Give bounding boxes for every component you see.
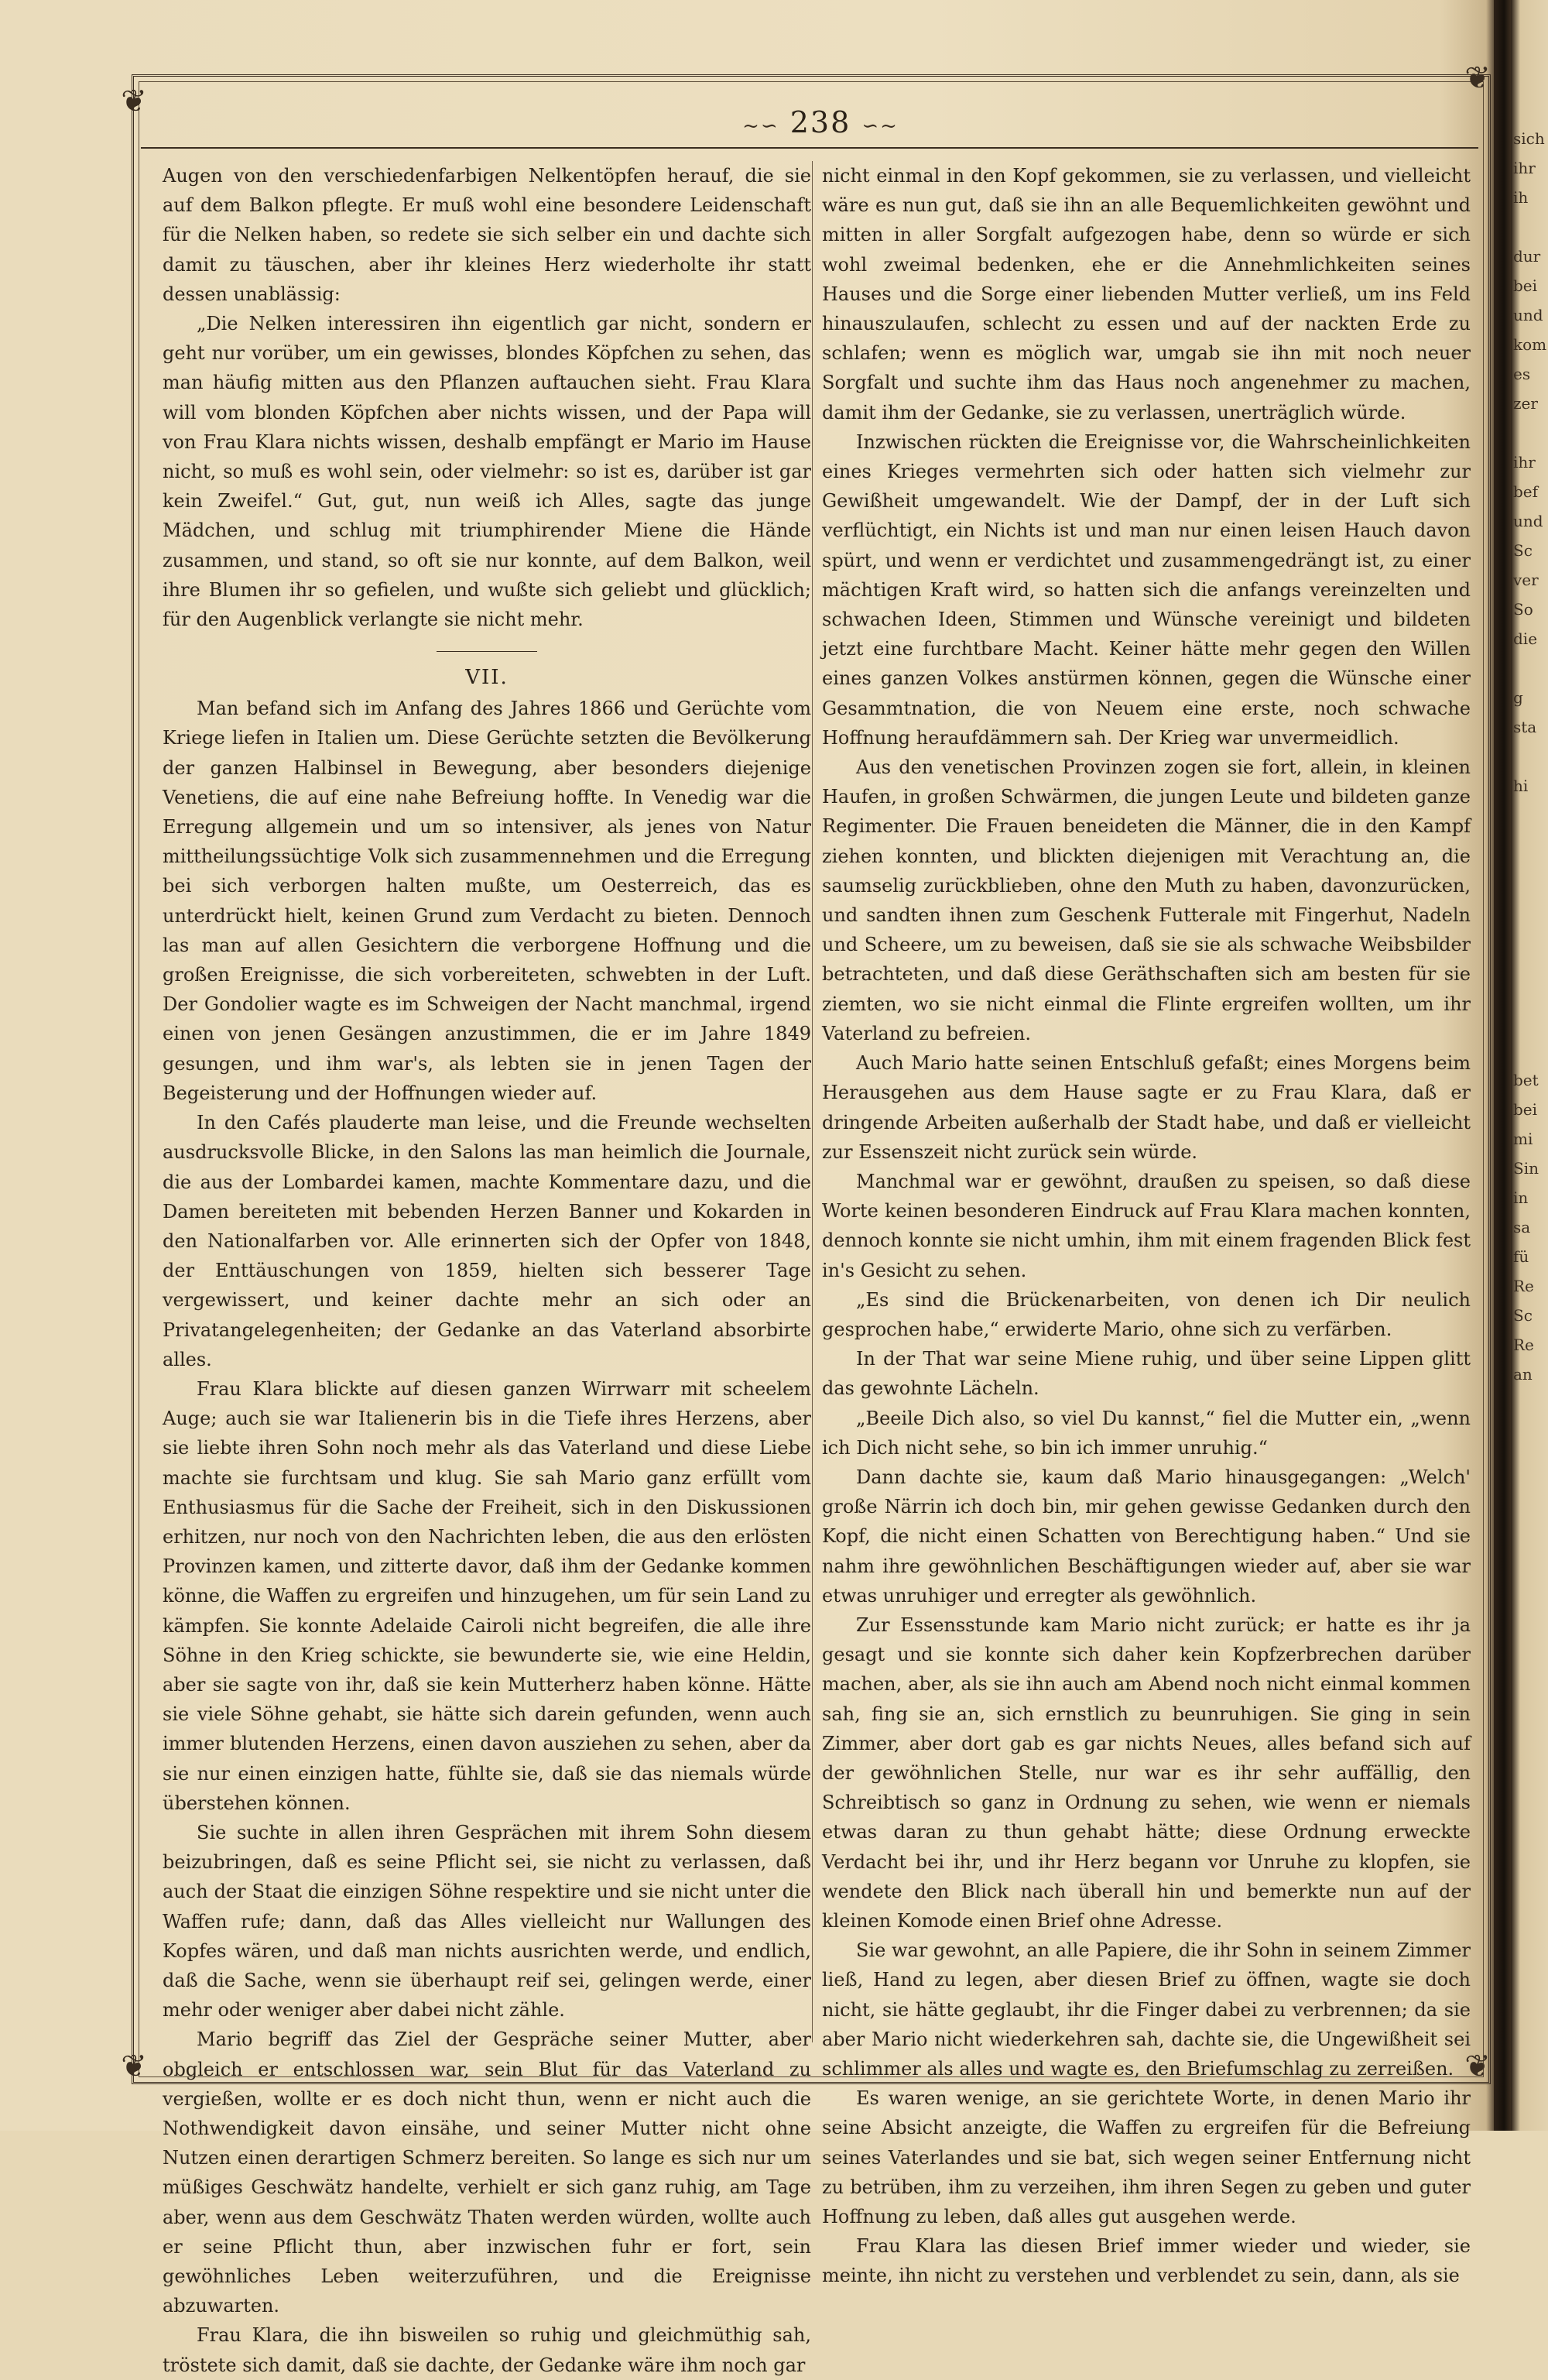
adjacent-page-line <box>1513 801 1548 830</box>
adjacent-page-line <box>1513 1036 1548 1065</box>
paragraph: Es waren wenige, an sie gerichtete Worte, in denen Mario ihr seine Absicht anzeigte, die Waffen zu ergreifen für die Befreiung seines Vaterlandes und sie bat, sich wegen seiner Entfernung nicht zu betrüben, ihm zu verzeihen, ihm ihren Segen zu geben und guter Hoffnung zu leben, daß alles gut ausgehen werde. <box>822 2087 1471 2228</box>
adjacent-page-line: bei <box>1513 276 1538 295</box>
adjacent-page-line <box>1513 742 1548 771</box>
adjacent-page-line: dur <box>1513 247 1541 266</box>
adjacent-page-line <box>1513 212 1548 242</box>
adjacent-page-line: bet <box>1513 1071 1539 1089</box>
adjacent-page-line <box>1513 977 1548 1007</box>
section-heading: VII. <box>465 666 509 690</box>
adjacent-page-line: ih <box>1513 188 1529 207</box>
adjacent-page-line: Sin <box>1513 1159 1539 1178</box>
adjacent-page-line: und <box>1513 512 1543 530</box>
adjacent-page-line: und <box>1513 306 1543 324</box>
header-rule <box>141 147 1478 149</box>
adjacent-page-line: So <box>1513 600 1533 619</box>
adjacent-page-line: Sc <box>1513 541 1533 560</box>
adjacent-page-line <box>1513 830 1548 859</box>
text-column-right <box>822 161 1471 2287</box>
adjacent-page-line: ihr <box>1513 159 1536 177</box>
paragraph: Sie suchte in allen ihren Gesprächen mit ihrem Sohn diesem beizubringen, daß es seine Pflicht sei, sie nicht zu verlassen, daß auch der Staat die einzigen Söhne respektire und sie nicht unter die Waffen rufe; dann, daß das Alles vielleicht nur Wallungen des Kopfes wären, und daß man nichts ausrichten werde, und endlich, daß die Sache, wenn sie überhaupt reif sei, gelingen werde, einer mehr oder weniger aber dabei nicht zähle. <box>163 1821 811 2022</box>
adjacent-page-line: hi <box>1513 777 1529 795</box>
page-number <box>697 99 944 146</box>
adjacent-page-line <box>1513 418 1548 448</box>
paragraph: Manchmal war er gewöhnt, draußen zu speisen, so daß diese Worte keinen besonderen Eindruck auf Frau Klara machen konnten, dennoch konnte sie nicht umhin, ihm mit einem fragenden Blick fest in's Gesicht zu sehen. <box>822 1170 1471 1281</box>
column-divider <box>812 161 813 2042</box>
adjacent-page-line: die <box>1513 629 1538 648</box>
paragraph: „Es sind die Brückenarbeiten, von denen ich Dir neulich gesprochen habe,“ erwiderte Mario, ohne sich zu verfärben. <box>822 1288 1471 1340</box>
adjacent-page-line: bef <box>1513 482 1539 501</box>
adjacent-page-line <box>1513 918 1548 948</box>
book-binding-gutter <box>1494 0 1511 2131</box>
paragraph: Frau Klara, die ihn bisweilen so ruhig und gleichmüthig sah, tröstete sich damit, daß sie dachte, der Gedanke wäre ihm noch gar <box>163 2324 811 2376</box>
adjacent-page-line: fü <box>1513 1247 1529 1266</box>
adjacent-page-line: zer <box>1513 394 1538 413</box>
adjacent-page-line <box>1513 859 1548 889</box>
adjacent-page-line <box>1513 653 1548 683</box>
adjacent-page-line: sich <box>1513 129 1545 148</box>
corner-ornament-bottom-right: ❦ <box>1464 2049 1491 2084</box>
paragraph: In der That war seine Miene ruhig, und über seine Lippen glitt das gewohnte Lächeln. <box>822 1348 1471 1400</box>
paragraph: Inzwischen rückten die Ereignisse vor, die Wahrscheinlichkeiten eines Krieges vermehrten sich oder hatten sich vielmehr zur Gewißheit umgewandelt. Wie der Dampf, der in der Luft sich verflüchtigt, ein Nichts ist und man nur einen leisen Hauch davon spürt, und wenn er verdichtet und zusammengedrängt ist, zu einer mächtigen Kraft wird, so hatten sich die anfangs vereinzelten und schwachen Ideen, Stimmen und Wünsche vereinigt und bildeten jetzt eine furchtbare Macht. Keiner hätte mehr gegen den Willen eines ganzen Volkes anstürmen können, gegen die Wünsche einer Gesammtnation, die von Neuem eine erste, noch schwache Hoffnung heraufdämmern sah. Der Krieg war unvermeidlich. <box>822 430 1471 749</box>
paragraph: In den Cafés plauderte man leise, und die Freunde wechselten ausdrucksvolle Blicke, in den Salons las man heimlich die Journale, die aus der Lombardei kamen, machte Kommentare dazu, und die Damen bereiteten mit bebenden Herzen Banner und Kokarden in den Nationalfarben vor. Alle erinnerten sich der Opfer von 1848, der Enttäuschungen von 1859, hielten sich besserer Tage vergewissert, und keiner dachte mehr an sich oder an Privatangelegenheiten; der Gedanke an das Vaterland absorbirte alles. <box>163 1112 811 1370</box>
page-number-value: 238 <box>789 105 851 139</box>
adjacent-page-fragment <box>1513 124 1548 2059</box>
adjacent-page-line: Re <box>1513 1277 1534 1295</box>
paragraph: nicht einmal in den Kopf gekommen, sie zu verlassen, und vielleicht wäre es nun gut, daß sie ihn an alle Bequemlichkeiten gewöhnt und mitten in aller Sorgfalt aufgezogen habe, denn so würde er sich wohl zweimal bedenken, ehe er die Annehmlichkeiten seines Hauses und die Sorge einer liebenden Mutter verließ, um ins Feld hinauszulaufen, schlecht zu essen und auf der nackten Erde zu schlafen; wenn es möglich war, umgab sie ihn mit noch neuer Sorgfalt und suchte ihm das Haus noch angenehmer zu machen, damit ihm der Gedanke, sie zu verlassen, unerträglich würde. <box>822 165 1471 424</box>
paragraph: „Die Nelken interessiren ihn eigentlich gar nicht, sondern er geht nur vorüber, um ein gewisses, blondes Köpfchen zu sehen, das man häufig mitten aus den Pflanzen auftauchen sieht. Frau Klara will vom blonden Köpfchen aber nichts wissen, und der Papa will von Frau Klara nichts wissen, deshalb empfängt er Mario im Hause nicht, so muß es wohl sein, oder vielmehr: so ist es, darüber ist gar kein Zweifel.“ Gut, gut, nun weiß ich Alles, sagte das junge Mädchen, und schlug mit triumphirender Miene die Hände zusammen, und stand, so oft sie nur konnte, auf dem Balkon, weil ihre Blumen ihr so gefielen, und wußte sich geliebt und glücklich; für den Augenblick verlangte sie nicht mehr. <box>163 313 811 631</box>
corner-ornament-top-left: ❦ <box>121 84 147 119</box>
adjacent-page-line <box>1513 889 1548 918</box>
corner-ornament-bottom-left: ❦ <box>121 2049 147 2084</box>
adjacent-page-line: bei <box>1513 1100 1538 1119</box>
paragraph: Frau Klara las diesen Brief immer wieder und wieder, sie meinte, ihn nicht zu verstehen und verblendet zu sein, dann, als sie <box>822 2235 1471 2287</box>
paragraph: Frau Klara blickte auf diesen ganzen Wirrwarr mit scheelem Auge; auch sie war Italienerin bis in die Tiefe ihres Herzens, aber sie liebte ihren Sohn noch mehr als das Vaterland und diese Liebe machte sie furchtsam und klug. Sie sah Mario ganz erfüllt vom Enthusiasmus für die Sache der Freiheit, sich in den Diskussionen erhitzen, nur noch von den Nachrichten leben, die aus den erlösten Provinzen kamen, und zitterte davor, daß ihm der Gedanke kommen könne, die Waffen zu ergreifen und hinzugehen, um für sein Land zu kämpfen. Sie konnte Adelaide Cairoli nicht begreifen, die alle ihre Söhne in den Krieg schickte, sie bewunderte sie, wie eine Heldin, aber sie sagte von ihr, daß sie kein Mutterherz haben könne. Hätte sie viele Söhne gehabt, sie hätte sich darein gefunden, wenn auch immer blutenden Herzens, einen davon ausziehen zu sehen, aber da sie nur einen einzigen hatte, fühlte sie, daß sie das niemals würde überstehen können. <box>163 1377 811 1814</box>
adjacent-page-line: an <box>1513 1365 1533 1384</box>
adjacent-page-line <box>1513 948 1548 977</box>
adjacent-page-line: Re <box>1513 1336 1534 1354</box>
adjacent-page-line: Sc <box>1513 1306 1533 1325</box>
paragraph: Augen von den verschiedenfarbigen Nelkentöpfen herauf, die sie auf dem Balkon pflegte. Er muß wohl eine besondere Leidenschaft für die Nelken haben, so redete sie sich selber ein und dachte sich damit zu täuschen, aber ihr kleines Herz wiederholte ihr statt dessen unablässig: <box>163 165 811 305</box>
folio-ornament-right: ∽~ <box>861 115 899 138</box>
paragraph: Zur Essensstunde kam Mario nicht zurück; er hatte es ihr ja gesagt und sie konnte sich daher kein Kopfzerbrechen darüber machen, aber, als sie ihn auch am Abend noch nicht einmal kommen sah, fing sie an, sich ernstlich zu beunruhigen. Sie ging in sein Zimmer, aber dort gab es gar nichts Neues, alles befand sich auf der gewöhnlichen Stelle, nur war es ihr sehr auffällig, den Schreibtisch so ganz in Ordnung zu sehen, wie wenn er niemals etwas daran zu thun gehabt hätte; diese Ordnung erweckte Verdacht bei ihr, und ihr Herz begann vor Unruhe zu klopfen, sie wendete den Blick nach überall hin und bemerkte nun auf der kleinen Komode einen Brief ohne Adresse. <box>822 1614 1471 1932</box>
paragraph: Man befand sich im Anfang des Jahres 1866 und Gerüchte vom Kriege liefen in Italien um. Diese Gerüchte setzten die Bevölkerung der ganzen Halbinsel in Bewegung, aber besonders diejenige Venetiens, die auf eine nahe Befreiung hoffte. In Venedig war die Erregung allgemein und um so intensiver, als jenes von Natur mittheilungssüchtige Volk sich zusammennehmen und die Erregung bei sich verborgen halten mußte, um Oesterreich, das es unterdrückt hielt, keinen Grund zum Verdacht zu bieten. Dennoch las man auf allen Gesichtern die verborgene Hoffnung und die großen Ereignisse, die sich vorbereiteten, schwebten in der Luft. Der Gondolier wagte es im Schweigen der Nacht manchmal, irgend einen von jenen Gesängen anzustimmen, die er im Jahre 1849 gesungen, und ihm war's, als lebten sie in jenen Tagen der Begeisterung und der Hoffnungen wieder auf. <box>163 698 811 1104</box>
paragraph: „Beeile Dich also, so viel Du kannst,“ fiel die Mutter ein, „wenn ich Dich nicht sehe, so bin ich immer unruhig.“ <box>822 1407 1471 1459</box>
adjacent-page-line: es <box>1513 365 1531 383</box>
adjacent-page-line: kom <box>1513 335 1547 354</box>
section-divider <box>437 651 537 652</box>
adjacent-page-line: sa <box>1513 1218 1531 1236</box>
corner-ornament-top-right: ❦ <box>1464 60 1491 96</box>
adjacent-page-line: mi <box>1513 1130 1533 1148</box>
paragraph: Dann dachte sie, kaum daß Mario hinausgegangen: „Welch' große Närrin ich doch bin, mir gehen gewisse Gedanken durch den Kopf, die nicht einen Schatten von Berechtigung haben.“ Und sie nahm ihre gewöhnlichen Beschäftigungen wieder auf, aber sie war etwas unruhiger und erregter als gewöhnlich. <box>822 1466 1471 1607</box>
adjacent-page-line: g <box>1513 688 1523 707</box>
folio-ornament-left: ~∽ <box>742 115 779 138</box>
adjacent-page-line: sta <box>1513 718 1537 736</box>
text-column-left <box>163 161 811 2376</box>
paragraph: Mario begriff das Ziel der Gespräche seiner Mutter, aber obgleich er entschlossen war, sein Blut für das Vaterland zu vergießen, wollte er es doch nicht thun, wenn er nicht auch die Nothwendigkeit davon einsähe, und seiner Mutter nicht ohne Nutzen einen derartigen Schmerz bereiten. So lange es sich nur um müßiges Geschwätz handelte, verhielt er sich ganz ruhig, am Tage aber, wenn aus dem Geschwätz Thaten werden würden, wollte auch er seine Pflicht thun, aber inzwischen fuhr er fort, sein gewöhnliches Leben weiterzuführen, und die Ereignisse abzuwarten. <box>163 2028 811 2317</box>
adjacent-page-line: in <box>1513 1188 1529 1207</box>
paragraph: Sie war gewohnt, an alle Papiere, die ihr Sohn in seinem Zimmer ließ, Hand zu legen, aber diesen Brief zu öffnen, wagte sie doch nicht, sie hätte geglaubt, ihr die Finger dabei zu verbrennen; da sie aber Mario nicht wiederkehren sah, dachte sie, die Ungewißheit sei schlimmer als alles und wagte es, den Briefumschlag zu zerreißen. <box>822 1939 1471 2080</box>
adjacent-page-line <box>1513 1007 1548 1036</box>
paragraph: Auch Mario hatte seinen Entschluß gefaßt; eines Morgens beim Herausgehen aus dem Hause sagte er zu Frau Klara, daß er dringende Arbeiten außerhalb der Stadt habe, und daß er vielleicht zur Essenszeit nicht zurück sein würde. <box>822 1052 1471 1163</box>
adjacent-page-line: ver <box>1513 571 1539 589</box>
paragraph: Aus den venetischen Provinzen zogen sie fort, allein, in kleinen Haufen, in großen Schwärmen, die jungen Leute und bildeten ganze Regimenter. Die Frauen beneideten die Männer, die in den Kampf ziehen konnten, und blickten diejenigen mit Verachtung an, die saumselig zurückblieben, ohne den Muth zu haben, davonzurücken, und sandten ihnen zum Geschenk Futterale mit Fingerhut, Nadeln und Scheere, um zu beweisen, daß sie sie als schwache Weibsbilder betrachteten, und daß diese Geräthschaften sich am besten für sie ziemten, wo sie nicht einmal die Flinte ergreifen wollten, um ihr Vaterland zu befreien. <box>822 756 1471 1044</box>
adjacent-page-line: ihr <box>1513 453 1536 472</box>
